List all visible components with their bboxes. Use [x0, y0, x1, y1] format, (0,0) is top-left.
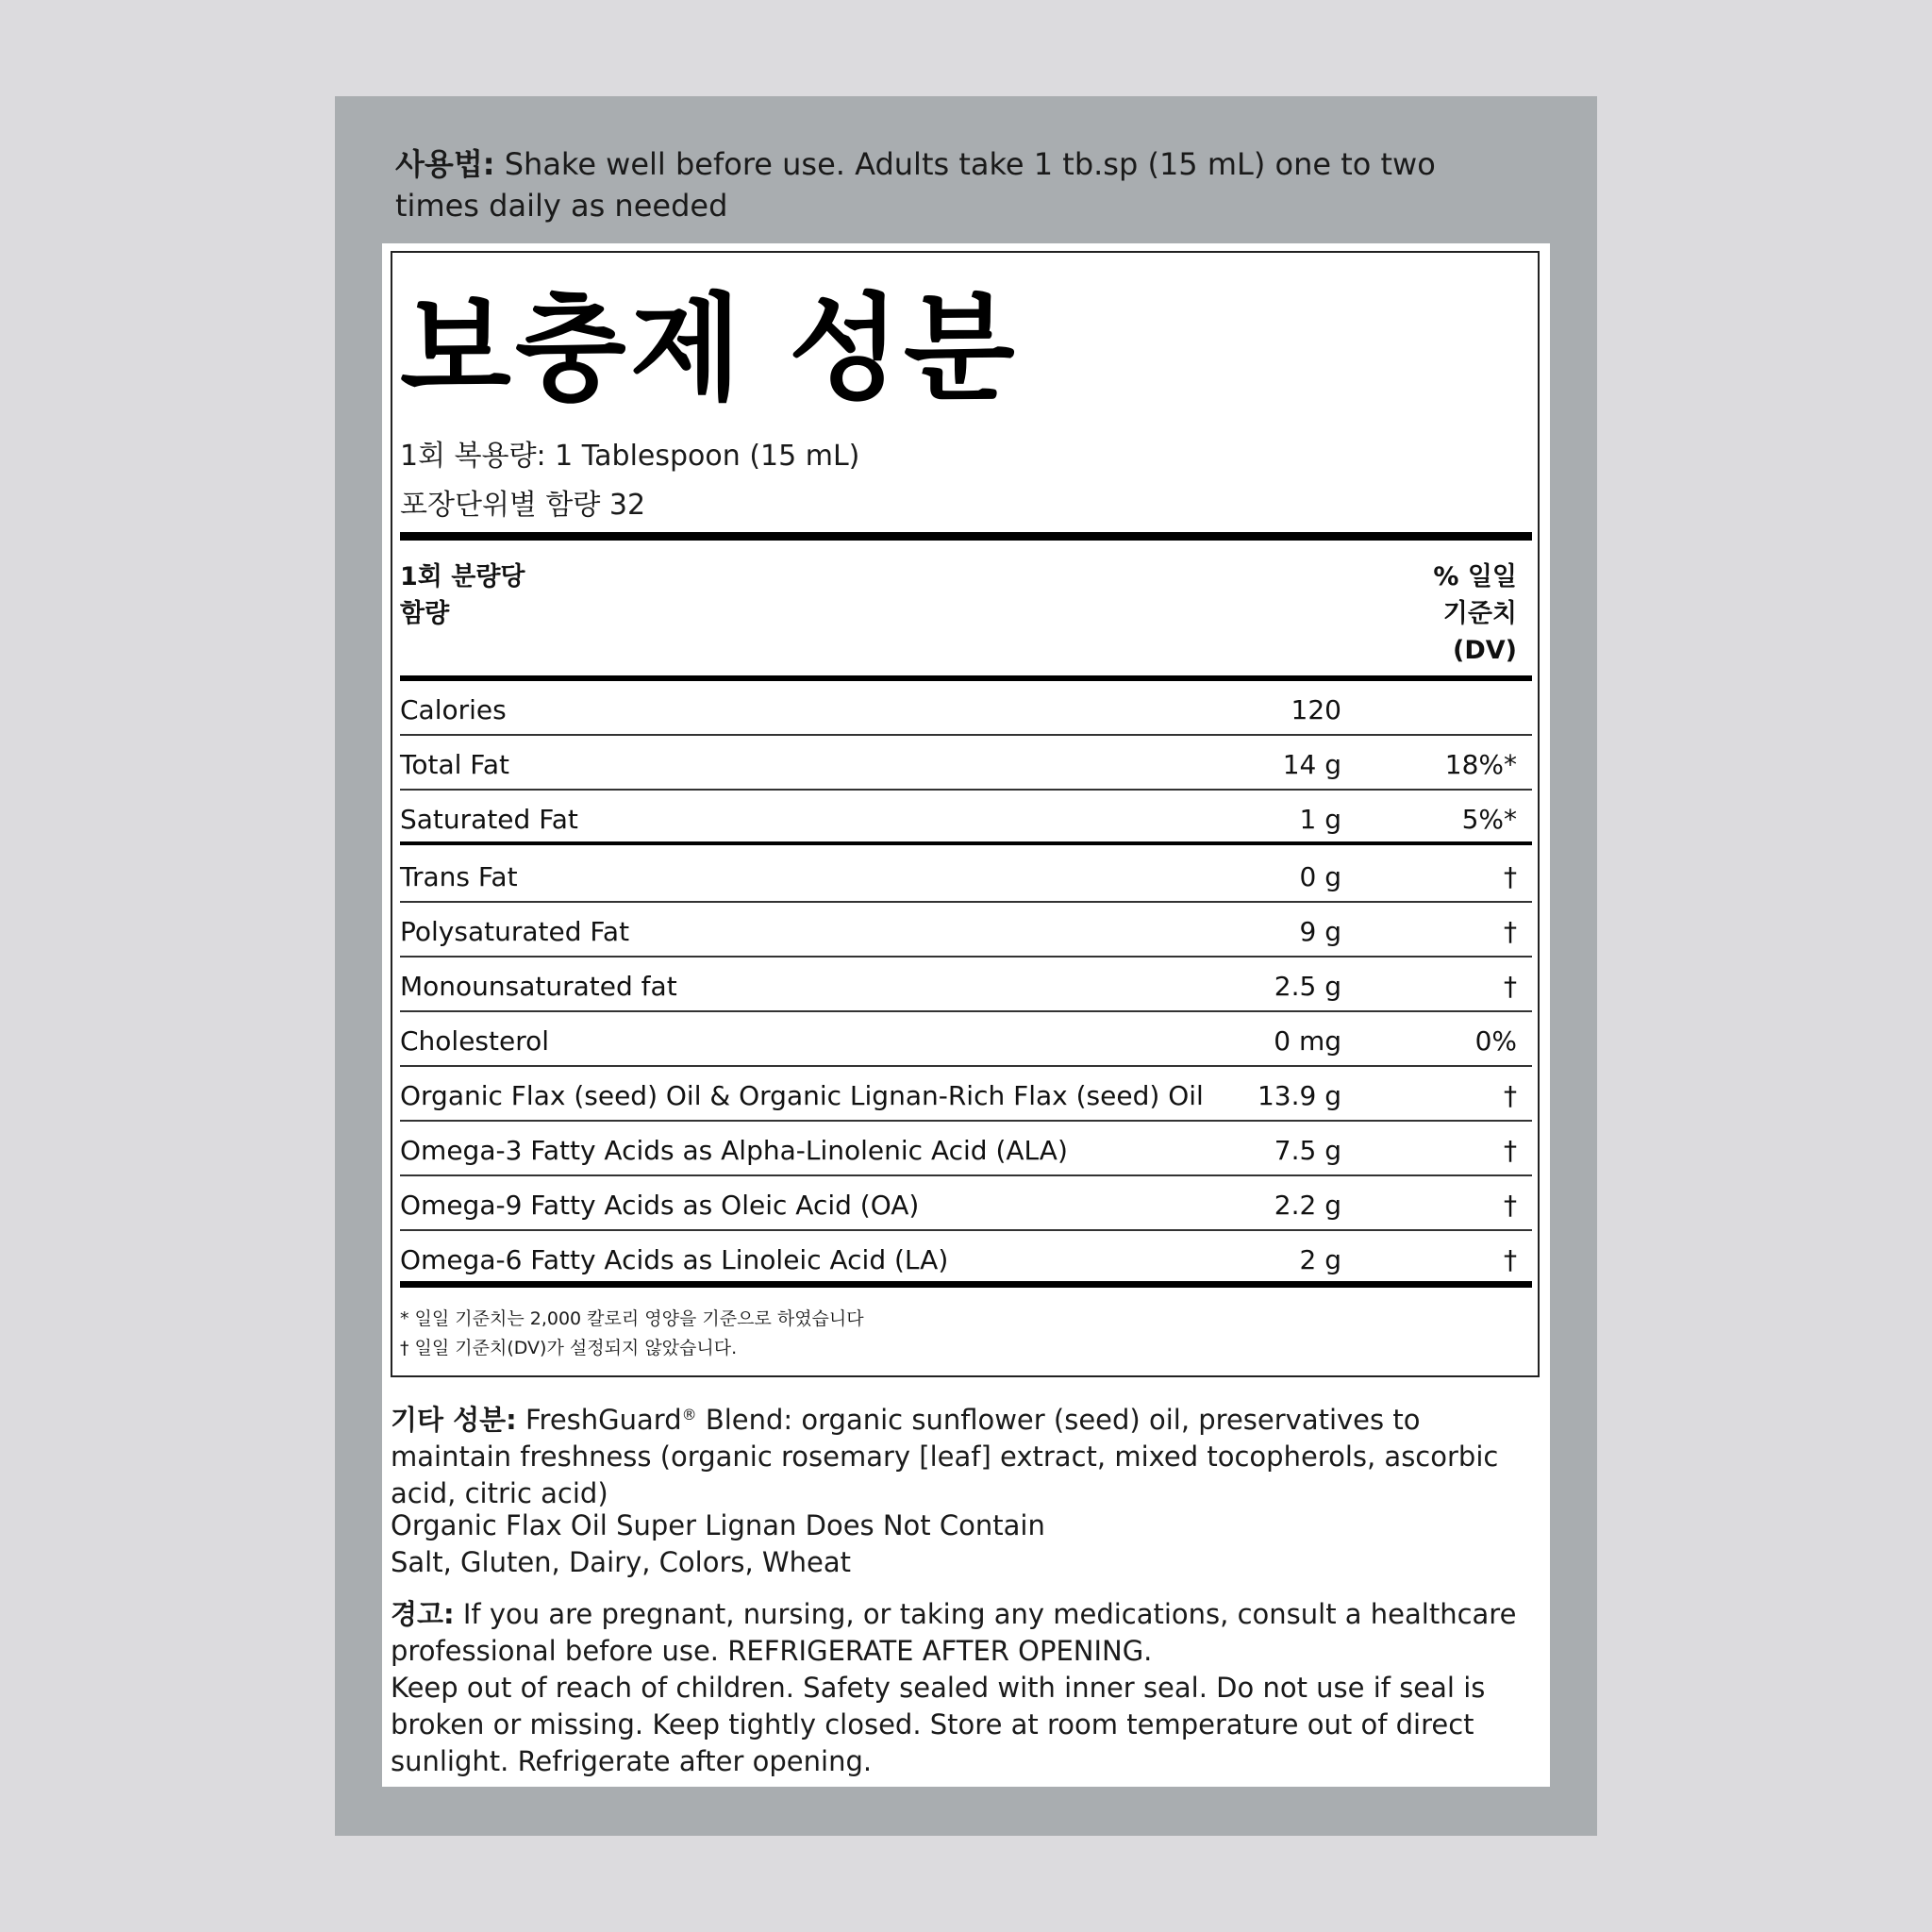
row-divider [400, 789, 1532, 791]
does-not-contain-line-1: Organic Flax Oil Super Lignan Does Not Contain [391, 1509, 1045, 1541]
nutrient-amount: 9 g [1299, 916, 1341, 947]
other-ingredients-text: Blend: organic sunflower (seed) oil, preservatives to maintain freshness (organic rosemary [leaf] extract, mixed tocopherols, ascorbic acid, citric acid) [391, 1404, 1499, 1509]
nutrient-row [400, 1013, 1532, 1067]
nutrient-amount: 7.5 g [1274, 1135, 1341, 1166]
thick-divider [400, 532, 1532, 541]
nutrient-name: Organic Flax (seed) Oil & Organic Lignan-Rich Flax (seed) Oil [400, 1080, 1204, 1111]
header-right-line-1: % 일일 [1433, 562, 1517, 591]
nutrient-dv: † [1504, 1080, 1517, 1111]
nutrient-dv: 5%* [1461, 804, 1517, 835]
nutrient-row [400, 791, 1532, 845]
nutrient-name: Saturated Fat [400, 804, 578, 835]
row-divider [400, 1120, 1532, 1122]
header-left-line-1: 1회 분량당 [400, 562, 525, 591]
nutrient-dv: 0% [1474, 1025, 1517, 1057]
row-divider [400, 841, 1532, 845]
nutrient-row [400, 1232, 1532, 1286]
nutrient-amount: 2 g [1299, 1244, 1341, 1275]
nutrient-name: Omega-6 Fatty Acids as Linoleic Acid (LA) [400, 1244, 949, 1275]
nutrient-amount: 0 g [1299, 861, 1341, 892]
nutrient-dv: † [1504, 1135, 1517, 1166]
row-divider [400, 1229, 1532, 1231]
header-right-line-2: 기준치 [1442, 599, 1517, 628]
nutrient-row [400, 849, 1532, 903]
warning-text: If you are pregnant, nursing, or taking any medications, consult a healthcare professional before use. REFRIGERATE AFTER OPENING. [391, 1598, 1517, 1667]
nutrient-row [400, 904, 1532, 958]
nutrient-row [400, 1123, 1532, 1176]
warning-label: 경고: [391, 1598, 455, 1630]
dv-not-established-footnote: † 일일 기준치(DV)가 설정되지 않았습니다. [400, 1338, 738, 1358]
row-divider [400, 734, 1532, 736]
other-ingredients-brand: FreshGuard [525, 1404, 682, 1436]
nutrient-dv: † [1504, 971, 1517, 1002]
nutrient-amount: 1 g [1299, 804, 1341, 835]
directions-text [395, 143, 1527, 226]
daily-value-header [1349, 558, 1517, 669]
does-not-contain-line-2: Salt, Gluten, Dairy, Colors, Wheat [391, 1546, 851, 1578]
daily-value-footnote: * 일일 기준치는 2,000 칼로리 영양을 기준으로 하였습니다 [400, 1308, 864, 1329]
warning-line-1 [391, 1596, 1523, 1670]
nutrient-dv: † [1504, 916, 1517, 947]
nutrient-amount: 2.2 g [1274, 1190, 1341, 1221]
nutrient-row [400, 737, 1532, 791]
nutrient-dv: † [1504, 861, 1517, 892]
header-right-line-3: (DV) [1453, 636, 1517, 665]
nutrient-name: Monounsaturated fat [400, 971, 677, 1002]
bottom-thick-divider [400, 1281, 1532, 1288]
nutrient-dv: † [1504, 1190, 1517, 1221]
does-not-contain [391, 1507, 1523, 1581]
nutrient-name: Omega-3 Fatty Acids as Alpha-Linolenic Acid (ALA) [400, 1135, 1068, 1166]
row-divider [400, 1010, 1532, 1012]
nutrient-amount: 0 mg [1274, 1025, 1341, 1057]
nutrient-name: Polysaturated Fat [400, 916, 630, 947]
header-divider [400, 675, 1532, 681]
nutrient-name: Cholesterol [400, 1025, 550, 1057]
nutrient-name: Omega-9 Fatty Acids as Oleic Acid (OA) [400, 1190, 920, 1221]
directions-body: Shake well before use. Adults take 1 tb.sp (15 mL) one to two times daily as needed [395, 146, 1436, 224]
row-divider [400, 1174, 1532, 1176]
nutrient-name: Calories [400, 694, 507, 725]
nutrient-amount: 2.5 g [1274, 971, 1341, 1002]
servings-per-container: 포장단위별 함량 32 [400, 489, 646, 522]
nutrient-row [400, 958, 1532, 1012]
nutrient-name: Trans Fat [400, 861, 518, 892]
nutrient-amount: 120 [1291, 694, 1341, 725]
nutrient-row [400, 1177, 1532, 1231]
other-ingredients-label: 기타 성분: [391, 1404, 517, 1436]
registered-mark: ® [681, 1406, 697, 1424]
other-ingredients [391, 1396, 1523, 1512]
nutrient-dv: 18%* [1444, 749, 1517, 780]
nutrient-dv: † [1504, 1244, 1517, 1275]
nutrient-amount: 13.9 g [1257, 1080, 1341, 1111]
row-divider [400, 901, 1532, 903]
row-divider [400, 1065, 1532, 1067]
warning-text-2: Keep out of reach of children. Safety sealed with inner seal. Do not use if seal is broken or missing. Keep tightly closed. Store at room temperature out of direct sunlight. Refrigerate after opening. [391, 1672, 1486, 1777]
supplement-facts-title: 보충제 성분 [400, 282, 1019, 416]
warning [391, 1596, 1523, 1780]
nutrient-amount: 14 g [1282, 749, 1341, 780]
amount-per-serving-header [400, 558, 589, 632]
nutrient-row [400, 682, 1532, 736]
serving-size: 1회 복용량: 1 Tablespoon (15 mL) [400, 440, 860, 473]
row-divider [400, 956, 1532, 958]
nutrient-name: Total Fat [400, 749, 509, 780]
directions-label: 사용법: [395, 146, 495, 182]
header-left-line-2: 함량 [400, 599, 450, 628]
nutrient-row [400, 1068, 1532, 1122]
